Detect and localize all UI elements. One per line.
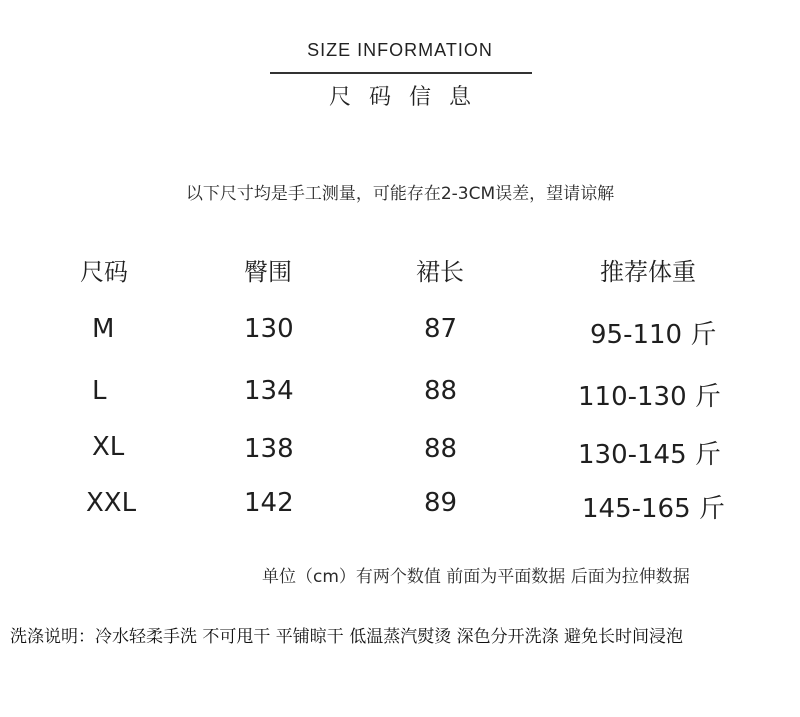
- size-cell: XXL: [86, 488, 137, 518]
- size-cell: XL: [92, 432, 125, 462]
- measurement-note: 以下尺寸均是手工测量，可能存在2-3CM误差，望请谅解: [185, 184, 615, 204]
- title-divider: [270, 72, 532, 74]
- wash-instructions: 洗涤说明：冷水轻柔手洗 不可甩干 平铺晾干 低温蒸汽熨烫 深色分开洗涤 避免长时间浸泡: [10, 627, 684, 647]
- page-subtitle: 尺码信息: [328, 85, 489, 110]
- size-cell: M: [92, 314, 115, 344]
- weight-cell: 110-130 斤: [578, 382, 721, 412]
- length-cell: 88: [424, 376, 458, 406]
- hip-cell: 134: [244, 376, 294, 406]
- weight-cell: 145-165 斤: [582, 494, 725, 524]
- table-header-length: 裙长: [416, 258, 464, 286]
- length-cell: 89: [424, 488, 458, 518]
- length-cell: 88: [424, 434, 458, 464]
- length-cell: 87: [424, 314, 458, 344]
- page-title: SIZE INFORMATION: [307, 40, 493, 60]
- hip-cell: 130: [244, 314, 294, 344]
- hip-cell: 138: [244, 434, 294, 464]
- weight-cell: 130-145 斤: [578, 440, 721, 470]
- table-header-weight: 推荐体重: [600, 258, 696, 286]
- size-cell: L: [92, 376, 107, 406]
- hip-cell: 142: [244, 488, 294, 518]
- weight-cell: 95-110 斤: [590, 320, 717, 350]
- unit-note: 单位（cm）有两个数值 前面为平面数据 后面为拉伸数据: [262, 567, 690, 587]
- table-header-size: 尺码: [80, 258, 128, 286]
- table-header-hip: 臀围: [244, 258, 292, 286]
